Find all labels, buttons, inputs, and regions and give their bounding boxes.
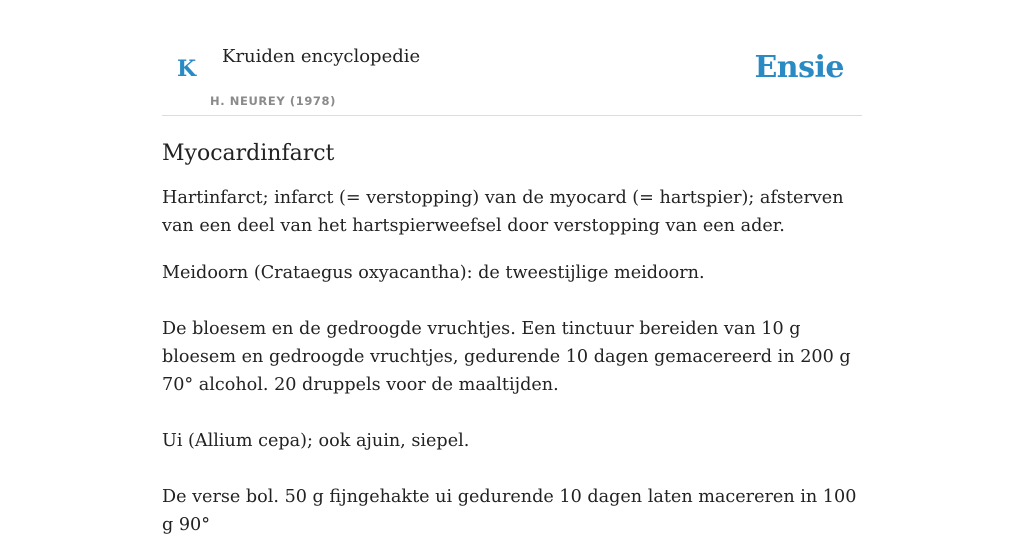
- entry-paragraph: De bloesem en de gedroogde vruchtjes. Een tinctuur bereiden van 10 g bloesem en gedroogde vruchtjes, gedurende 10 dagen gemacereerd in 200 g 70° alcohol. 20 druppels voor de maaltijden.: [162, 319, 851, 395]
- entry-paragraph: De verse bol. 50 g fijngehakte ui gedurende 10 dagen laten macereren in 100 g 90°: [162, 487, 857, 535]
- ensie-logo[interactable]: Ensie: [754, 50, 844, 85]
- entry-paragraph: Meidoorn (Crataegus oxyacantha): de tweestijlige meidoorn.: [162, 263, 705, 283]
- book-title-link[interactable]: Kruiden encyclopedie: [222, 46, 421, 67]
- header: [162, 30, 862, 116]
- entry-title: Myocardinfarct: [162, 141, 335, 166]
- book-logo[interactable]: K: [177, 56, 197, 82]
- entry-paragraph: Ui (Allium cepa); ook ajuin, siepel.: [162, 431, 470, 451]
- book-author: H. NEUREY (1978): [210, 94, 336, 108]
- entry-paragraph: Hartinfarct; infarct (= verstopping) van de myocard (= hartspier); afsterven van een deel van het hartspierweefsel door verstopping van een ader.: [162, 188, 844, 236]
- entry-content: [162, 138, 868, 558]
